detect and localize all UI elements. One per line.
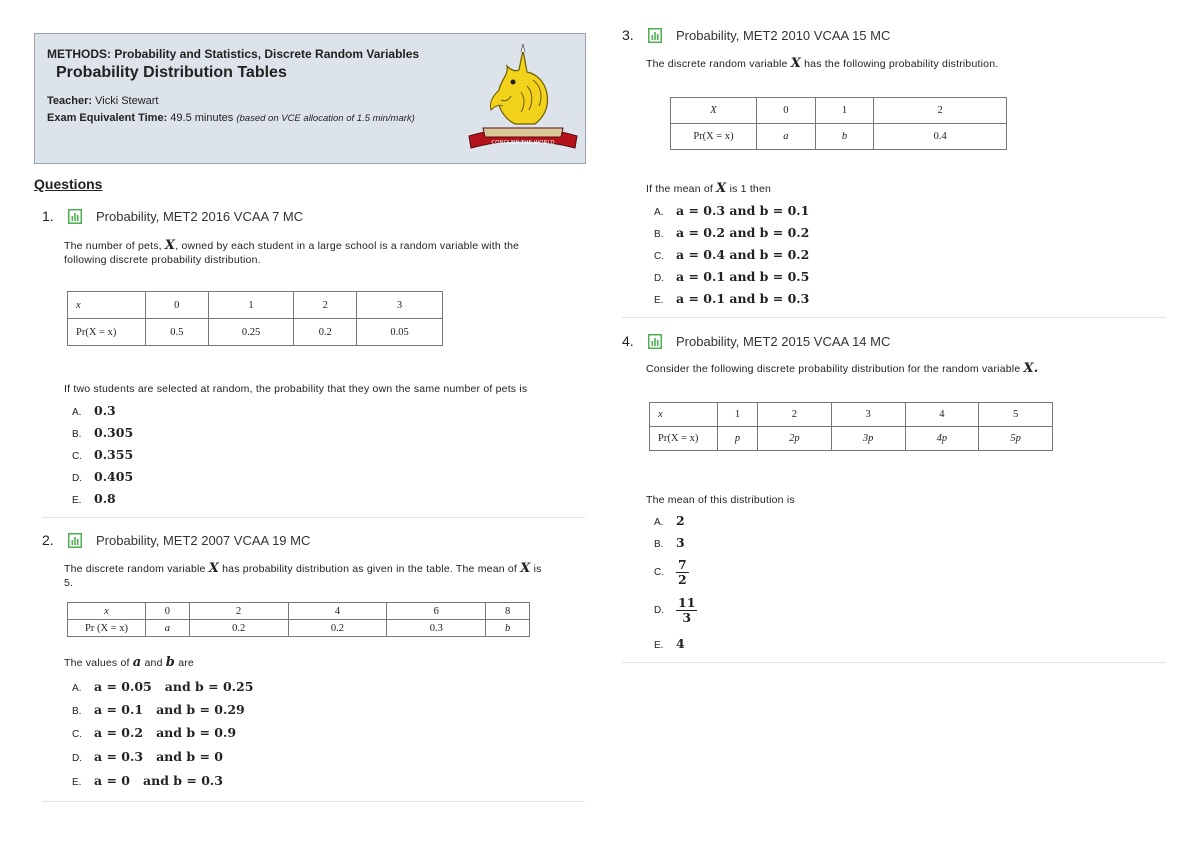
question-number: 3. [622, 27, 634, 43]
question-title: Probability, MET2 2010 VCAA 15 MC [676, 28, 891, 43]
option-a[interactable]: A. a = 0.3 and b = 0.1 [654, 203, 810, 218]
question-prompt: Consider the following discrete probability distribution for the random variable X. [646, 361, 1039, 376]
question-header [42, 532, 582, 552]
probability-table: x 0 2 4 6 8 Pr (X = x) a 0.2 0.2 0.3 b [67, 602, 530, 637]
chart-report-icon[interactable] [648, 334, 662, 349]
divider [42, 801, 585, 802]
option-c[interactable]: C. 0.355 [72, 447, 134, 462]
divider [42, 517, 585, 518]
option-e[interactable]: E. 4 [654, 636, 685, 651]
probability-table: x 0 1 2 3 Pr(X = x) 0.5 0.25 0.2 0.05 [67, 291, 443, 346]
question-prompt: The discrete random variable X has the following probability distribution. [646, 56, 999, 71]
option-b[interactable]: B. a = 0.2 and b = 0.2 [654, 225, 810, 240]
exam-time: 49.5 minutes [170, 112, 234, 124]
question-number: 2. [42, 532, 54, 548]
svg-text:CONQUER THE WORLD: CONQUER THE WORLD [491, 140, 555, 146]
question-prompt: The discrete random variable X has probability distribution as given in the table. The mean of X is 5. [64, 561, 542, 589]
option-e[interactable]: E. a = 0 and b = 0.3 [72, 773, 223, 788]
chart-report-icon[interactable] [68, 533, 82, 548]
option-b[interactable]: B. 0.305 [72, 425, 134, 440]
divider [622, 662, 1166, 663]
question-title: Probability, MET2 2015 VCAA 14 MC [676, 334, 891, 349]
question-text: The mean of this distribution is [646, 494, 795, 506]
probability-table: X 0 1 2 Pr(X = x) a b 0.4 [670, 97, 1007, 150]
question-4 [622, 333, 1162, 353]
option-b[interactable]: B. a = 0.1 and b = 0.29 [72, 702, 245, 717]
question-title: Probability, MET2 2007 VCAA 19 MC [96, 533, 311, 548]
question-number: 4. [622, 333, 634, 349]
option-e[interactable]: E. a = 0.1 and b = 0.3 [654, 291, 810, 306]
exam-time-line: Exam Equivalent Time: 49.5 minutes (based on VCE allocation of 1.5 min/mark) [47, 112, 415, 124]
option-d[interactable]: D. $\frac{11}{3}$ [654, 595, 696, 625]
question-3 [622, 27, 1162, 47]
question-header [42, 208, 582, 228]
option-d[interactable]: D. 0.405 [72, 469, 134, 484]
option-a[interactable]: A. 2 [654, 513, 685, 528]
probability-table: x 1 2 3 4 5 Pr(X = x) p 2p 3p 4p 5p [649, 402, 1053, 451]
option-e[interactable]: E. 0.8 [72, 491, 116, 506]
question-prompt: The number of pets, X, owned by each student in a large school is a random variable with the following discrete probability distribution. [64, 238, 520, 266]
chart-report-icon[interactable] [68, 209, 82, 224]
fraction: $\frac{11}{3}$ [678, 595, 696, 625]
question-header [622, 27, 1162, 47]
option-c[interactable]: C. a = 0.2 and b = 0.9 [72, 725, 237, 740]
teacher-name: Vicki Stewart [95, 95, 159, 107]
exam-note: (based on VCE allocation of 1.5 min/mark) [236, 113, 415, 124]
worksheet-header [34, 33, 586, 164]
chart-report-icon[interactable] [648, 28, 662, 43]
option-c[interactable]: C. $\frac{7}{2}$ [654, 557, 687, 587]
fraction: $\frac{7}{2}$ [678, 557, 687, 587]
question-text: If two students are selected at random, the probability that they own the same number of pets is [64, 383, 528, 395]
question-text: The values of a and b are [64, 655, 194, 670]
topic-line: METHODS: Probability and Statistics, Discrete Random Variables [47, 47, 420, 61]
questions-heading: Questions [34, 176, 103, 192]
question-text: If the mean of X is 1 then [646, 181, 772, 196]
question-header [622, 333, 1162, 353]
question-2 [42, 532, 582, 552]
question-number: 1. [42, 208, 54, 224]
teacher-line: Teacher: Vicki Stewart [47, 95, 159, 107]
school-crest-logo [463, 40, 583, 158]
option-c[interactable]: C. a = 0.4 and b = 0.2 [654, 247, 810, 262]
question-1 [42, 208, 582, 228]
option-b[interactable]: B. 3 [654, 535, 685, 550]
option-a[interactable]: A. a = 0.05 and b = 0.25 [72, 679, 254, 694]
page-title: Probability Distribution Tables [56, 64, 287, 81]
option-a[interactable]: A. 0.3 [72, 403, 116, 418]
option-d[interactable]: D. a = 0.3 and b = 0 [72, 749, 223, 764]
option-d[interactable]: D. a = 0.1 and b = 0.5 [654, 269, 810, 284]
divider [622, 317, 1166, 318]
question-title: Probability, MET2 2016 VCAA 7 MC [96, 209, 304, 224]
